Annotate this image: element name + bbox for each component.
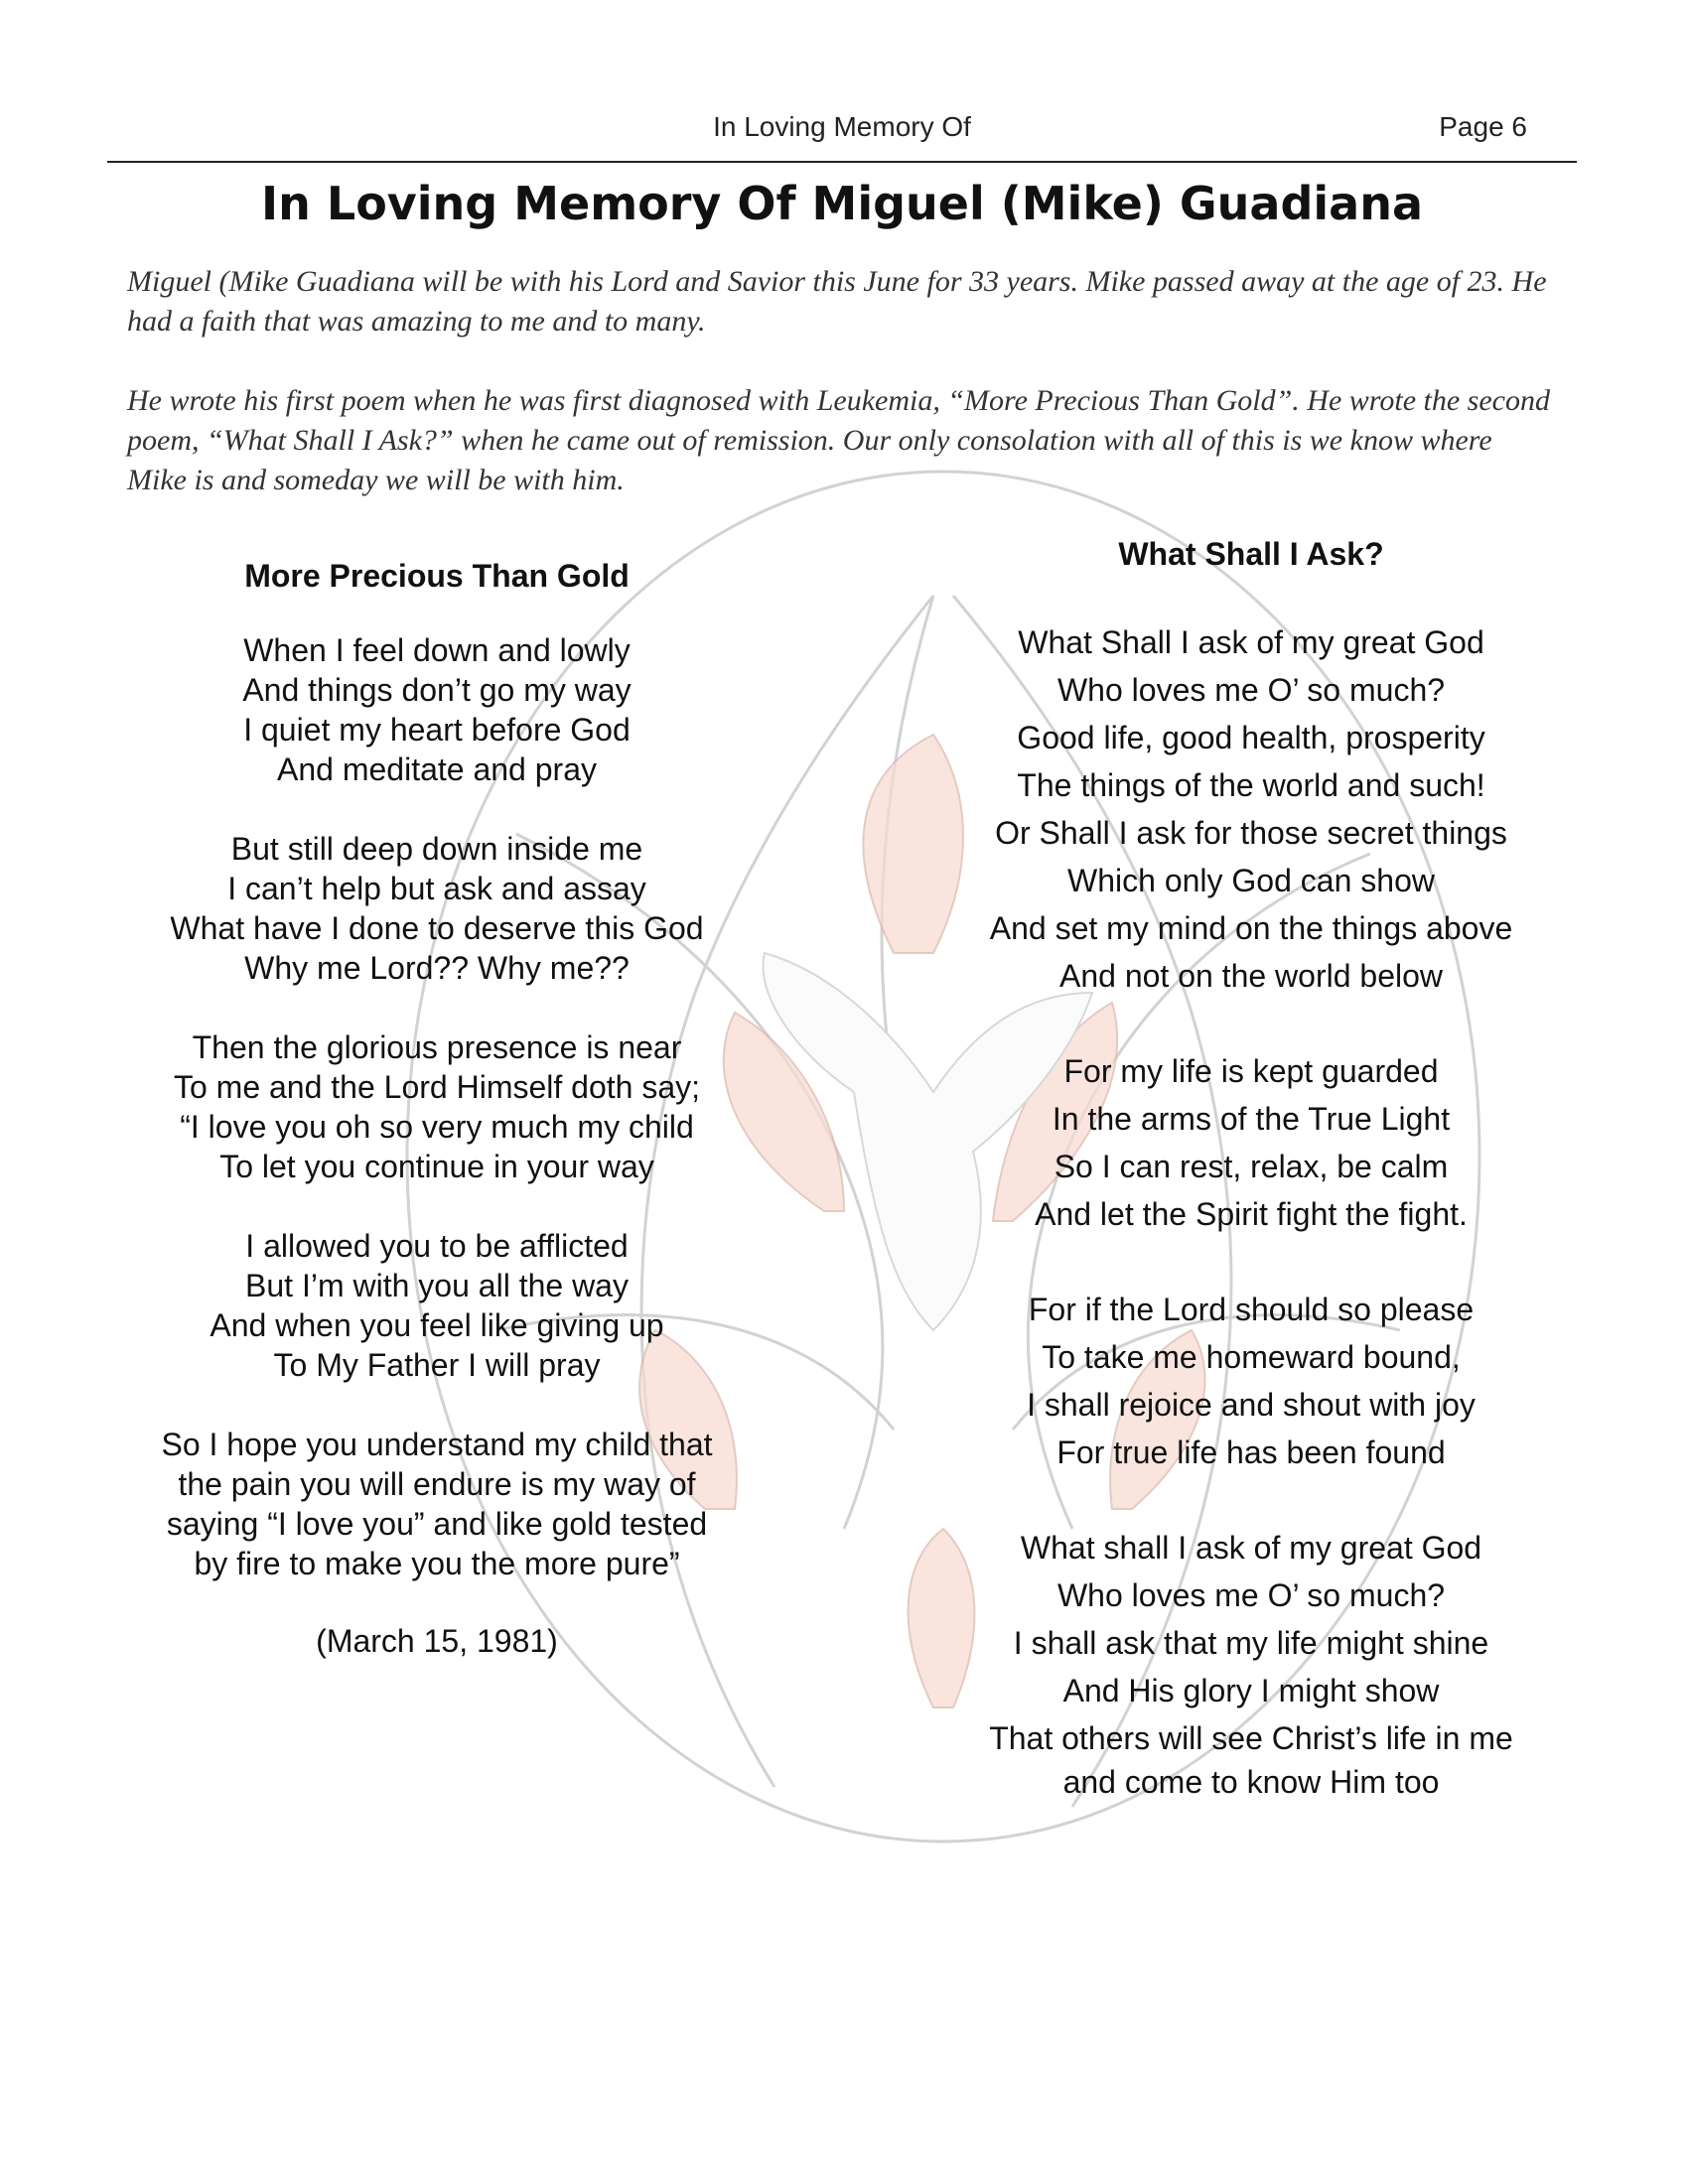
poem-line: “I love you oh so very much my child [180,1109,694,1145]
poem-line: To let you continue in your way [219,1149,654,1184]
poem-line: And not on the world below [1058,958,1444,994]
poem-line: To me and the Lord Himself doth say; [173,1069,701,1105]
running-title: In Loving Memory Of [713,111,971,142]
poem-stanza [139,1226,735,1385]
poem-line: When I feel down and lowly [243,632,631,668]
poem-line: And let the Spirit fight the fight. [1035,1196,1468,1232]
poem-line: In the arms of the True Light [1052,1101,1451,1137]
poem-what-shall-i-ask [953,536,1549,1849]
poem-line: I quiet my heart before God [243,712,631,748]
intro-paragraph-1: Miguel (Mike Guadiana will be with his Lord and Savior this June for 33 years. Mike passed away at the age of 23. He had a faith that was amazing to me and to many. [127,265,1547,338]
poem-title: What Shall I Ask? [1118,536,1384,572]
poem-line: And set my mind on the things above [989,910,1513,946]
poem-line: For if the Lord should so please [1028,1292,1475,1327]
poem-line: by fire to make you the more pure” [194,1546,680,1581]
poem-line: What have I done to deserve this God [170,910,704,946]
poem-line: Who loves me O’ so much? [1056,672,1446,708]
poem-stanza [953,1286,1549,1476]
poem-stanza [139,630,735,789]
header-rule [107,161,1577,163]
poem-line: And things don’t go my way [242,672,632,708]
poem-line: For true life has been found [1056,1434,1446,1470]
poem-stanza [139,1027,735,1186]
poem-line: To My Father I will pray [273,1347,601,1383]
running-header [107,107,1577,157]
poem-stanza [953,618,1549,1000]
intro-paragraph-2: He wrote his first poem when he was first diagnosed with Leukemia, “More Precious Than Gold”. He wrote the second poem, “What Shall I Ask?” when he came out of remission. Our only consolation with all of this is we know where Mike is and someday we will be with him. [127,384,1550,496]
poem-line: And when you feel like giving up [210,1307,664,1343]
poem-line: I allowed you to be afflicted [245,1228,629,1264]
poem-line: For my life is kept guarded [1063,1053,1439,1089]
poem-line: But I’m with you all the way [245,1268,629,1303]
article-title: In Loving Memory Of Miguel (Mike) Guadiana [261,177,1423,230]
poem-stanza [953,1524,1549,1802]
poem-line: I shall rejoice and shout with joy [1027,1387,1476,1423]
poem-line: To take me homeward bound, [1042,1339,1461,1375]
poem-line: The things of the world and such! [1017,767,1485,803]
poem-title: More Precious Than Gold [244,558,630,594]
poem-line: Which only God can show [1067,863,1435,898]
poem-line: I shall ask that my life might shine [1013,1625,1489,1661]
poem-line: Why me Lord?? Why me?? [244,950,630,986]
poem-line: Then the glorious presence is near [192,1029,682,1065]
poem-date: (March 15, 1981) [316,1623,558,1659]
poem-line: What Shall I ask of my great God [1018,624,1484,660]
poem-line: And His glory I might show [1062,1673,1440,1708]
poem-more-precious-than-gold [139,558,735,1692]
poem-line: And meditate and pray [277,751,597,787]
poem-line: and come to know Him too [1062,1764,1440,1800]
poem-line: Good life, good health, prosperity [1017,720,1485,755]
poem-line: Who loves me O’ so much? [1056,1577,1446,1613]
poem-line: But still deep down inside me [230,831,643,867]
poem-line: saying “I love you” and like gold tested [166,1506,708,1542]
poem-line: I can’t help but ask and assay [227,871,646,906]
poem-line: So I hope you understand my child that [161,1427,713,1462]
poem-line: So I can rest, relax, be calm [1054,1149,1449,1184]
poem-line: What shall I ask of my great God [1020,1530,1482,1566]
page-number: Page 6 [1439,111,1527,142]
poem-line: That others will see Christ’s life in me [989,1720,1513,1756]
poem-stanza [139,1425,735,1583]
poem-line: the pain you will endure is my way of [178,1466,696,1502]
poem-stanza [139,829,735,988]
poem-line: Or Shall I ask for those secret things [995,815,1507,851]
poem-stanza [953,1047,1549,1238]
